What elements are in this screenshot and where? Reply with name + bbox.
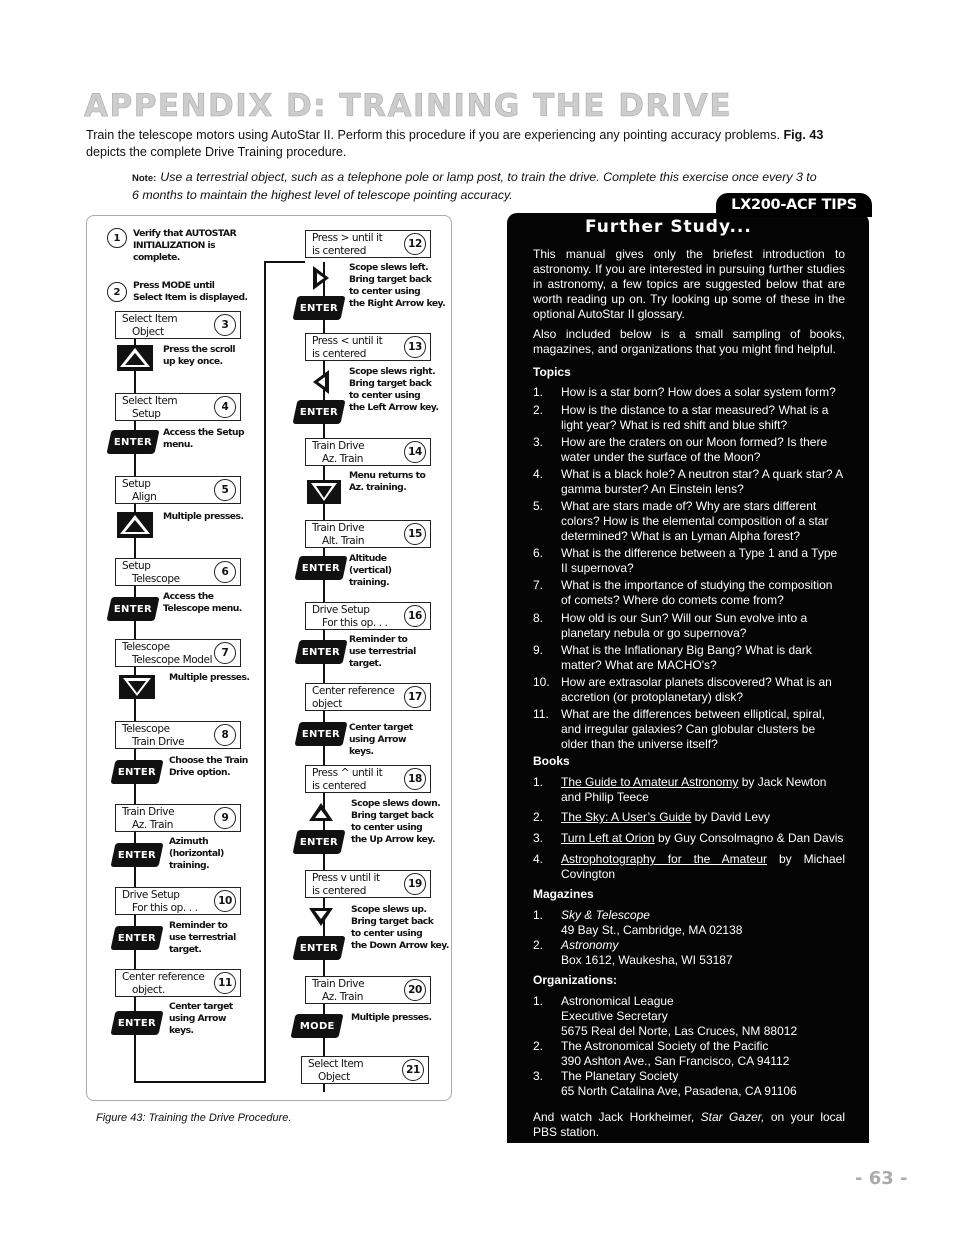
enter-key-icon: ENTER (294, 722, 347, 746)
left-arrow-key-icon (311, 368, 333, 396)
tips-intro: This manual gives only the briefest introduction to astronomy. If you are interested in pursuing further studies in astronomy, a few topics are suggested below that are worth reading up on. Try looking up some of these in the optional AutoStar II glossary. (533, 247, 845, 321)
list-item: 11. What are the differences between elliptical, spiral, and irregular galaxies? Can globular clusters be older than the universe itself? (533, 707, 825, 751)
books-heading: Books (533, 754, 570, 768)
enter-key-icon: ENTER (110, 1011, 163, 1035)
tips-closing: And watch Jack Horkheimer, Star Gazer, on your local PBS station. (533, 1110, 845, 1139)
flow-step-box: Telescope Telescope Model 7 (115, 639, 241, 667)
flow-step-box: Press v until it is centered 19 (305, 870, 431, 898)
flow-step-box: Press > until it is centered 12 (305, 230, 431, 258)
list-item: 4. What is a black hole? A neutron star? A quark star? A gamma burster? An Einstein lens? (533, 467, 843, 496)
list-item: 2. The Sky: A User’s Guide by David Levy (533, 810, 770, 824)
note-paragraph: Note: Use a terrestrial object, such as a telephone pole or lamp post, to train the drive. Complete this exercise once every 3 to 6 months to maintain the highest level of telescope pointing accuracy. (132, 170, 817, 202)
enter-key-icon: ENTER (294, 556, 347, 580)
flow-step-box: Center reference object 17 (305, 683, 431, 711)
flow-step-circle: 2 (107, 282, 127, 302)
list-item: 5. What are stars made of? Why are stars different colors? How is the elemental composition of a star determined? What is an Lyman Alpha forest? (533, 499, 829, 543)
down-arrow-key-icon (307, 906, 335, 928)
enter-key-icon: ENTER (294, 640, 347, 664)
flow-step-circle: 1 (107, 228, 127, 248)
list-item: 1. Sky & Telescope 49 Bay St., Cambridge, MA 02138 (533, 908, 743, 937)
list-item: 2. The Astronomical Society of the Pacific 390 Ashton Ave., San Francisco, CA 94112 (533, 1039, 790, 1068)
enter-key-icon: ENTER (106, 430, 159, 454)
magazines-heading: Magazines (533, 887, 594, 901)
enter-key-icon: ENTER (292, 296, 345, 320)
note-label: Note: (132, 173, 157, 184)
enter-key-icon: ENTER (110, 843, 163, 867)
tips-intro-2: Also included below is a small sampling of books, magazines, and organizations that you might find helpful. (533, 327, 845, 356)
figure-caption: Figure 43: Training the Drive Procedure. (96, 1112, 292, 1124)
scroll-down-key-icon (307, 480, 341, 504)
enter-key-icon: ENTER (292, 936, 345, 960)
enter-key-icon: ENTER (106, 597, 159, 621)
intro-paragraph: Train the telescope motors using AutoStar II. Perform this procedure if you are experiencing any pointing accuracy problems. Fig. 43 depicts the complete Drive Training procedure. (86, 128, 824, 159)
tips-tab: LX200-ACF TIPS (716, 193, 872, 217)
page-number: - 63 - (855, 1168, 908, 1189)
flow-step-box: Press < until it is centered 13 (305, 333, 431, 361)
enter-key-icon: ENTER (292, 400, 345, 424)
list-item: 3. Turn Left at Orion by Guy Consolmagno & Dan Davis (533, 831, 844, 845)
enter-key-icon: ENTER (110, 926, 163, 950)
list-item: 9. What is the Inflationary Big Bang? What is dark matter? What are MACHO's? (533, 643, 812, 672)
list-item: 2. How is the distance to a star measured? What is a light year? What is red shift and blue shift? (533, 403, 829, 432)
flow-step-box: Select Item Object 3 (115, 311, 241, 339)
drive-training-flowchart: 1 Verify that AUTOSTAR INITIALIZATION is complete. 2 Press MODE until Select Item is displayed. Select Item Object 3 Select Item Setup 4 Setup Align 5 Setup Telescope 6 Telescope Telescope Model 7 Telescope Train Drive 8 Train Drive Az. Train 9 Drive Setup For this op. . . 10 Center reference object. 11 Press the scroll up key once. ENTER Access the Setup menu. Multiple presses. ENTER Access the Telescope menu. Multiple presses. ENTER Choose the Train Drive option. ENTER Azimuth (horizontal) training. ENTER Reminder to use terrestrial target. ENTER Center target using Arrow keys. Press > until it is centered 12 Press < until it is centered 13 Train Drive Az. Train 14 Train Drive Alt. Train 15 Drive Setup For this op. . . 16 Center reference object 17 Press ^ until it is centered 18 Press v until it is centered 19 Train Drive Az. Train 20 Select Item Object 21 ENTER Scope slews left. Bring target back to center using the Right Arrow key. ENTER Scope slews right. Bring target back to center using the Left Arrow key. Menu returns to Az. training. ENTER Altitude (vertical) training. ENTER Reminder to use terrestrial target. ENTER Center target using Arrow keys. ENTER Scope slews down. Bring target back to center using the Up Arrow key. ENTER Scope slews up. Bring target back to center using the Down Arrow key. MODE Multiple presses. (86, 215, 452, 1101)
list-item: 4. Astrophotography for the Amateur by Michael Covington (533, 852, 845, 881)
page-title: APPENDIX D: TRAINING THE DRIVE (84, 88, 733, 124)
list-item: 7. What is the importance of studying the composition of comets? Where do comets come from? (533, 578, 833, 607)
list-item: 1. How is a star born? How does a solar system form? (533, 385, 836, 399)
flow-step-box: Train Drive Az. Train 9 (115, 804, 241, 832)
mode-key-icon: MODE (290, 1014, 343, 1038)
list-item: 8. How old is our Sun? Will our Sun evolve into a planetary nebula or go supernova? (533, 611, 808, 640)
scroll-up-key-icon (117, 512, 153, 538)
flow-step-box: Setup Telescope 6 (115, 558, 241, 586)
right-arrow-key-icon (309, 264, 331, 292)
flow-step-box: Train Drive Alt. Train 15 (305, 520, 431, 548)
list-item: 1. Astronomical League Executive Secretary 5675 Real del Norte, Las Cruces, NM 88012 (533, 994, 798, 1038)
figure-reference: Fig. 43 (783, 128, 824, 142)
flow-step-box: Select Item Object 21 (301, 1056, 429, 1084)
list-item: 2. Astronomy Box 1612, Waukesha, WI 53187 (533, 938, 733, 967)
flow-step-box: Center reference object. 11 (115, 969, 241, 997)
up-arrow-key-icon (307, 801, 335, 823)
list-item: 6. What is the difference between a Type 1 and a Type II supernova? (533, 546, 838, 575)
list-item: 3. The Planetary Society 65 North Catalina Ave, Pasadena, CA 91106 (533, 1069, 797, 1098)
flow-step-box: Select Item Setup 4 (115, 393, 241, 421)
flow-step-box: Train Drive Az. Train 14 (305, 438, 431, 466)
flow-step-box: Drive Setup For this op. . . 16 (305, 602, 431, 630)
enter-key-icon: ENTER (110, 760, 163, 784)
flow-step-box: Telescope Train Drive 8 (115, 721, 241, 749)
list-item: 3. How are the craters on our Moon formed? Is there water under the surface of the Moon? (533, 435, 828, 464)
list-item: 10. How are extrasolar planets discovered? What is an accretion (or protoplanetary) disk? (533, 675, 832, 704)
scroll-down-key-icon (119, 675, 155, 699)
tips-title: Further Study... (585, 217, 752, 237)
scroll-up-key-icon (117, 345, 153, 371)
flow-step-text: Press MODE until Select Item is displayed. (133, 280, 248, 303)
flow-step-box: Train Drive Az. Train 20 (305, 976, 431, 1004)
list-item: 1. The Guide to Amateur Astronomy by Jack Newton and Philip Teece (533, 775, 827, 804)
flow-step-box: Drive Setup For this op. . . 10 (115, 887, 241, 915)
topics-heading: Topics (533, 365, 571, 379)
enter-key-icon: ENTER (292, 830, 345, 854)
flow-step-box: Setup Align 5 (115, 476, 241, 504)
flow-step-text: Verify that AUTOSTAR INITIALIZATION is complete. (133, 228, 237, 263)
flow-step-box: Press ^ until it is centered 18 (305, 765, 431, 793)
organizations-heading: Organizations: (533, 973, 618, 987)
